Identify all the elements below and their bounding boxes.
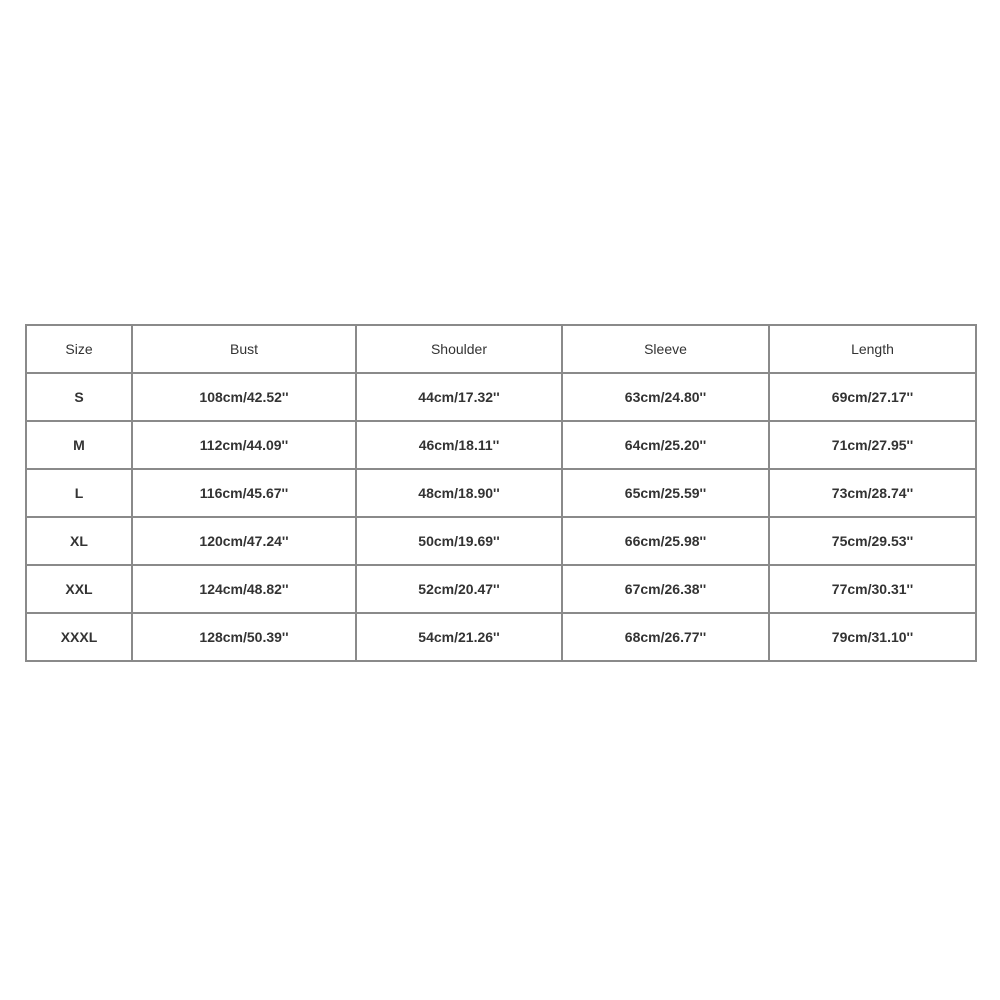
cell-length: 73cm/28.74'' bbox=[769, 469, 976, 517]
cell-shoulder: 44cm/17.32'' bbox=[356, 373, 562, 421]
cell-sleeve: 65cm/25.59'' bbox=[562, 469, 769, 517]
cell-size: XXL bbox=[26, 565, 132, 613]
cell-size: L bbox=[26, 469, 132, 517]
cell-size: XXXL bbox=[26, 613, 132, 661]
table-row bbox=[26, 517, 976, 565]
size-chart-table bbox=[25, 324, 977, 662]
cell-length: 79cm/31.10'' bbox=[769, 613, 976, 661]
cell-size: S bbox=[26, 373, 132, 421]
cell-sleeve: 68cm/26.77'' bbox=[562, 613, 769, 661]
cell-sleeve: 64cm/25.20'' bbox=[562, 421, 769, 469]
cell-shoulder: 50cm/19.69'' bbox=[356, 517, 562, 565]
cell-length: 77cm/30.31'' bbox=[769, 565, 976, 613]
table-row bbox=[26, 469, 976, 517]
cell-length: 69cm/27.17'' bbox=[769, 373, 976, 421]
cell-bust: 128cm/50.39'' bbox=[132, 613, 356, 661]
cell-size: XL bbox=[26, 517, 132, 565]
cell-shoulder: 54cm/21.26'' bbox=[356, 613, 562, 661]
cell-bust: 116cm/45.67'' bbox=[132, 469, 356, 517]
header-sleeve: Sleeve bbox=[562, 325, 769, 373]
cell-bust: 112cm/44.09'' bbox=[132, 421, 356, 469]
header-bust: Bust bbox=[132, 325, 356, 373]
cell-shoulder: 52cm/20.47'' bbox=[356, 565, 562, 613]
table-row bbox=[26, 373, 976, 421]
cell-sleeve: 63cm/24.80'' bbox=[562, 373, 769, 421]
header-row bbox=[26, 325, 976, 373]
table-row bbox=[26, 613, 976, 661]
table-row bbox=[26, 565, 976, 613]
table-row bbox=[26, 421, 976, 469]
cell-shoulder: 46cm/18.11'' bbox=[356, 421, 562, 469]
cell-length: 75cm/29.53'' bbox=[769, 517, 976, 565]
cell-size: M bbox=[26, 421, 132, 469]
cell-bust: 108cm/42.52'' bbox=[132, 373, 356, 421]
cell-sleeve: 66cm/25.98'' bbox=[562, 517, 769, 565]
cell-length: 71cm/27.95'' bbox=[769, 421, 976, 469]
header-length: Length bbox=[769, 325, 976, 373]
cell-sleeve: 67cm/26.38'' bbox=[562, 565, 769, 613]
cell-shoulder: 48cm/18.90'' bbox=[356, 469, 562, 517]
cell-bust: 124cm/48.82'' bbox=[132, 565, 356, 613]
cell-bust: 120cm/47.24'' bbox=[132, 517, 356, 565]
header-size: Size bbox=[26, 325, 132, 373]
header-shoulder: Shoulder bbox=[356, 325, 562, 373]
